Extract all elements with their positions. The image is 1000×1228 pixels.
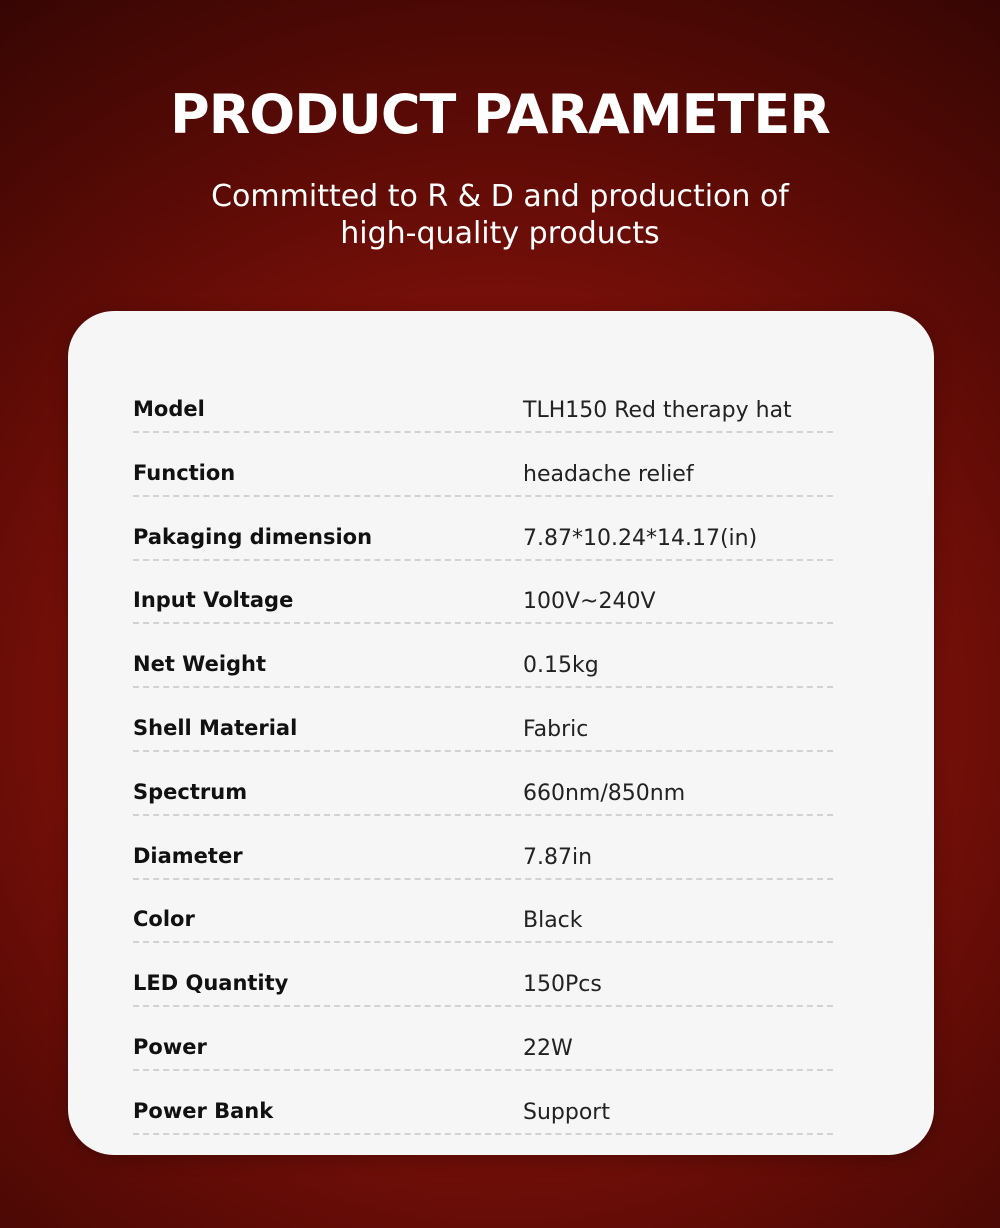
page-subtitle xyxy=(0,178,1000,252)
parameter-row-shell-material xyxy=(133,690,833,752)
parameter-row-power-bank xyxy=(133,1073,833,1135)
parameter-row-model xyxy=(133,371,833,433)
parameter-value: Black xyxy=(523,908,583,934)
parameter-row-color xyxy=(133,881,833,943)
parameter-value: 100V~240V xyxy=(523,589,656,615)
parameter-row-net-weight xyxy=(133,626,833,688)
parameter-value: headache relief xyxy=(523,461,694,487)
parameter-row-input-voltage xyxy=(133,562,833,624)
parameter-row-diameter xyxy=(133,818,833,880)
parameter-label: Diameter xyxy=(133,843,243,868)
parameter-value: 0.15kg xyxy=(523,653,599,679)
subtitle-line-1: Committed to R & D and production of xyxy=(211,179,789,214)
parameter-label: Input Voltage xyxy=(133,588,294,613)
parameter-label: LED Quantity xyxy=(133,971,289,996)
parameter-label: Power Bank xyxy=(133,1098,274,1123)
parameter-value: 660nm/850nm xyxy=(523,780,686,806)
parameter-value: Fabric xyxy=(523,716,589,742)
parameter-label: Shell Material xyxy=(133,715,298,740)
parameter-label: Model xyxy=(133,397,205,421)
parameter-value: 7.87in xyxy=(523,844,593,870)
parameter-row-power xyxy=(133,1009,833,1071)
parameter-row-packaging-dimension xyxy=(133,499,833,561)
parameter-row-function xyxy=(133,435,833,497)
parameter-label: Spectrum xyxy=(133,779,248,804)
parameter-label: Net Weight xyxy=(133,652,267,677)
parameter-value: 150Pcs xyxy=(523,972,602,998)
parameter-value: 22W xyxy=(523,1035,573,1061)
parameter-row-spectrum xyxy=(133,754,833,816)
parameter-value: Support xyxy=(523,1099,610,1125)
parameter-label: Color xyxy=(133,907,195,932)
page-title: PRODUCT PARAMETER xyxy=(170,83,830,146)
parameter-value: 7.87*10.24*14.17(in) xyxy=(523,525,758,551)
parameter-table xyxy=(133,371,833,1137)
parameter-label: Function xyxy=(133,460,236,485)
parameter-value: TLH150 Red therapy hat xyxy=(523,398,792,423)
subtitle-line-2: high-quality products xyxy=(340,216,660,251)
parameter-label: Power xyxy=(133,1034,207,1059)
parameter-card xyxy=(68,311,934,1155)
parameter-label: Pakaging dimension xyxy=(133,524,373,549)
parameter-row-led-quantity xyxy=(133,945,833,1007)
